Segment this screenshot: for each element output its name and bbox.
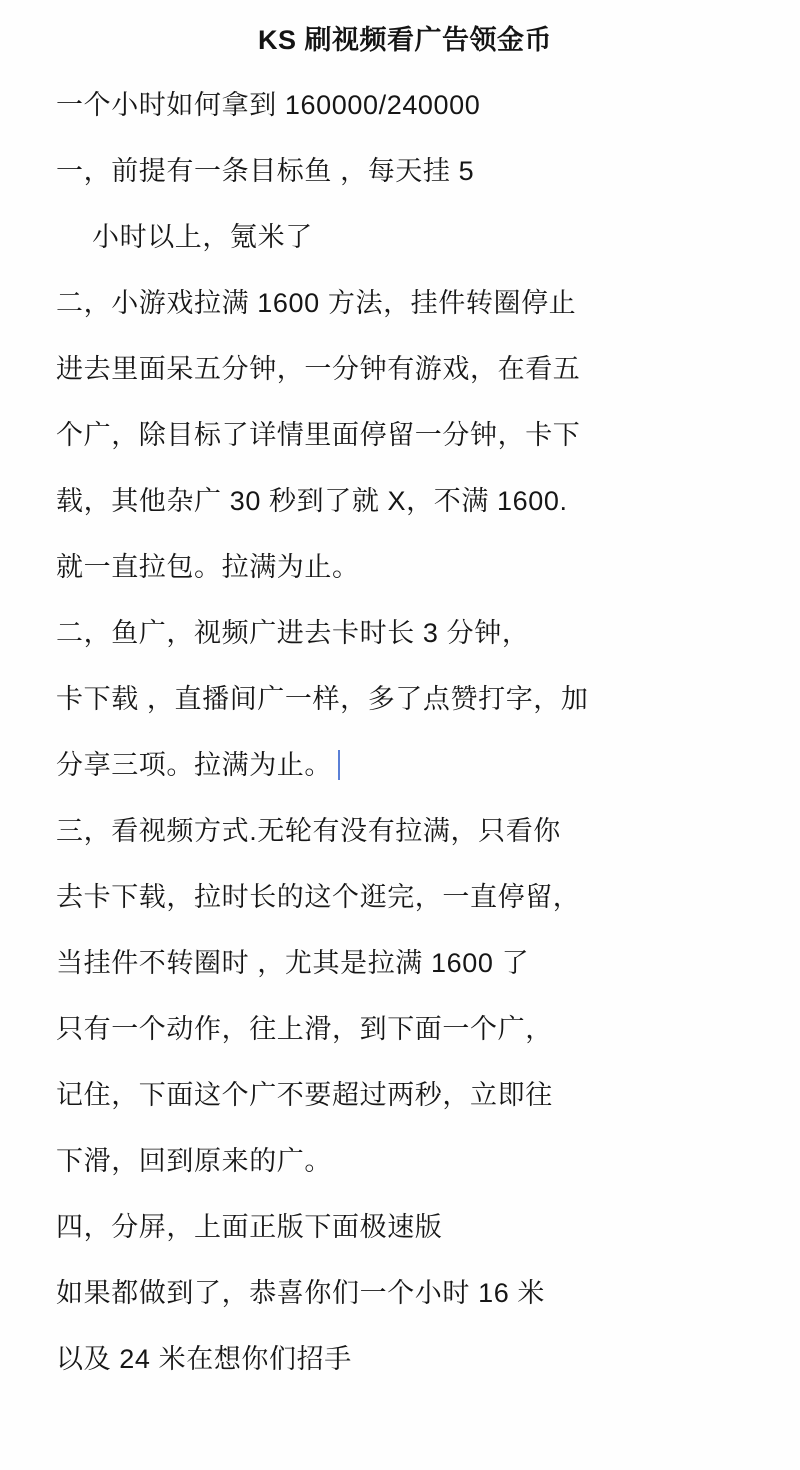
document-line xyxy=(56,1260,744,1326)
document-line xyxy=(56,468,744,534)
document-line xyxy=(56,1326,744,1392)
document-line-text: 二，小游戏拉满 1600 方法，挂件转圈停止 xyxy=(56,288,577,318)
document-line-text: 分享三项。拉满为止。 xyxy=(56,750,332,780)
document-line-text: 小时以上，氪米了 xyxy=(92,222,313,252)
document-line-text: 如果都做到了，恭喜你们一个小时 16 米 xyxy=(56,1278,546,1308)
document-line-text: 一，前提有一条目标鱼 ，每天挂 5 xyxy=(56,156,475,186)
document-line-text: 记住，下面这个广不要超过两秒，立即往 xyxy=(56,1080,553,1110)
document-line-text: 下滑，回到原来的广。 xyxy=(56,1146,332,1176)
document-line xyxy=(56,1194,744,1260)
document-body xyxy=(56,72,744,1392)
document-line xyxy=(56,864,744,930)
document-line xyxy=(56,666,744,732)
document-line-text: 个广，除目标了详情里面停留一分钟，卡下 xyxy=(56,420,581,450)
document-line xyxy=(56,732,744,798)
document-line-text: 二，鱼广，视频广进去卡时长 3 分钟， xyxy=(56,618,530,648)
document-line xyxy=(56,534,744,600)
document-line xyxy=(56,1128,744,1194)
document-line xyxy=(56,930,744,996)
document-line xyxy=(56,138,744,204)
document-line-text: 卡下载 ，直播间广一样，多了点赞打字，加 xyxy=(56,684,589,714)
document-line xyxy=(56,798,744,864)
document-line xyxy=(56,402,744,468)
document-line xyxy=(56,600,744,666)
document-line-text: 四，分屏，上面正版下面极速版 xyxy=(56,1212,443,1242)
document-line xyxy=(56,1062,744,1128)
document-line-text: 去卡下载，拉时长的这个逛完，一直停留， xyxy=(56,882,581,912)
document-line xyxy=(56,270,744,336)
document-line-text: 只有一个动作，往上滑，到下面一个广， xyxy=(56,1014,553,1044)
document-line xyxy=(56,996,744,1062)
document-line xyxy=(56,204,744,270)
page-title: KS 刷视频看广告领金币 xyxy=(257,25,552,55)
document-line-text: 当挂件不转圈时 ，尤其是拉满 1600 了 xyxy=(56,948,530,978)
document-line-text: 一个小时如何拿到 160000/240000 xyxy=(56,90,481,120)
document-line-text: 就一直拉包。拉满为止。 xyxy=(56,552,360,582)
document-line xyxy=(56,72,744,138)
document-line-text: 进去里面呆五分钟，一分钟有游戏，在看五 xyxy=(56,354,581,384)
text-cursor xyxy=(338,750,340,780)
document-line xyxy=(56,336,744,402)
document-line-text: 载，其他杂广 30 秒到了就 X，不满 1600. xyxy=(56,486,568,516)
document-line-text: 三，看视频方式.无轮有没有拉满，只看你 xyxy=(56,816,561,846)
bottom-spacer xyxy=(56,1392,744,1462)
document-line-text: 以及 24 米在想你们招手 xyxy=(56,1344,352,1374)
